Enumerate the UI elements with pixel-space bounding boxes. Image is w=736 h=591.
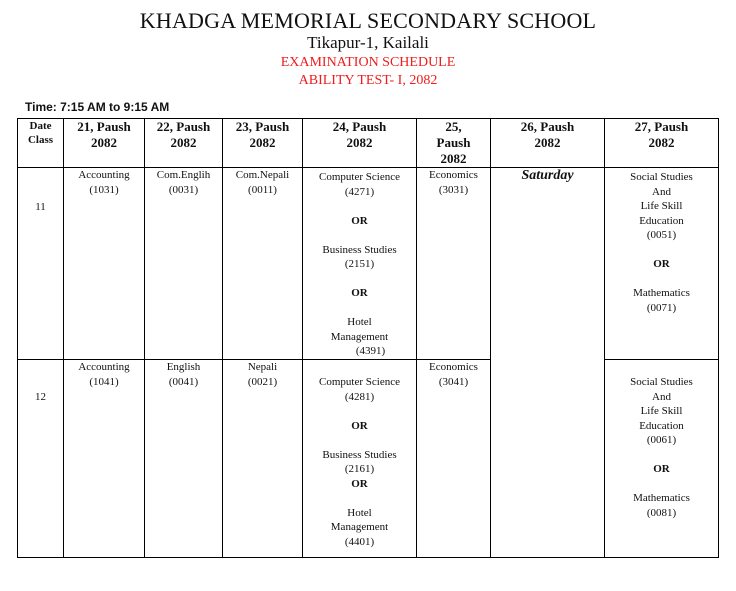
date-class-header <box>18 119 64 168</box>
date-header-day: 27, Paush <box>634 119 689 134</box>
subject-code: (2151) <box>344 258 375 270</box>
subject-code: (0051) <box>646 229 677 241</box>
exam-title: EXAMINATION SCHEDULE <box>280 55 456 70</box>
date-header-year: 2082 <box>249 135 276 150</box>
subject-code: (0071) <box>646 301 677 314</box>
subject-name: And <box>652 390 671 403</box>
subject-name: Com.Englih <box>156 169 211 181</box>
subject-code: (4391) <box>355 345 386 357</box>
subject-name: Economics <box>429 361 478 373</box>
or-separator: OR <box>351 419 368 432</box>
exam-cell-24 <box>303 360 417 558</box>
subject-name: Mathematics <box>633 492 690 504</box>
date-header-day: 23, Paush <box>235 119 290 134</box>
class-number: 11 <box>35 201 46 213</box>
exam-cell-27 <box>605 168 719 360</box>
subject-code: (0021) <box>247 375 278 388</box>
date-label: Date <box>29 120 52 132</box>
subject-name: Business Studies <box>322 243 397 256</box>
exam-cell-21 <box>64 360 145 558</box>
subject-name: Economics <box>429 169 478 181</box>
class-cell <box>18 360 64 558</box>
subject-name: Accounting <box>78 361 130 373</box>
date-header-21 <box>64 119 145 168</box>
or-separator: OR <box>351 477 368 490</box>
subject-code: (0031) <box>168 183 199 196</box>
subject-name: Com.Nepali <box>235 169 290 181</box>
subject-name: Business Studies <box>322 448 397 461</box>
exam-cell-22 <box>145 360 223 558</box>
date-header-day: 26, Paush <box>520 119 575 134</box>
test-title: ABILITY TEST- I, 2082 <box>298 73 438 88</box>
subject-name: Accounting <box>78 169 130 181</box>
exam-cell-21 <box>64 168 145 360</box>
header-row <box>18 119 719 168</box>
subject-name: Hotel <box>347 316 372 328</box>
subject-name: Life Skill <box>640 200 683 212</box>
date-header-year: 2082 <box>346 135 373 150</box>
subject-code: (0011) <box>248 183 277 196</box>
class-cell <box>18 168 64 360</box>
date-header-year: 2082 <box>91 135 117 150</box>
subject-name: Social Studies <box>630 376 693 388</box>
date-header-year: 2082 <box>648 135 675 150</box>
date-header-year: 2082 <box>534 135 561 150</box>
subject-code: (3041) <box>438 375 469 388</box>
or-separator: OR <box>653 463 670 475</box>
date-header-day: 22, Paush <box>156 119 211 134</box>
exam-cell-22 <box>145 168 223 360</box>
subject-code: (2161) <box>344 463 375 475</box>
date-header-25 <box>417 119 491 168</box>
date-header-22 <box>145 119 223 168</box>
school-location: Tikapur-1, Kailali <box>307 33 429 52</box>
subject-name: English <box>166 361 201 373</box>
class-number: 12 <box>35 391 46 403</box>
subject-name: Education <box>639 419 684 432</box>
date-header-24 <box>303 119 417 168</box>
subject-code: (3031) <box>438 183 469 196</box>
subject-name: Hotel <box>347 506 372 519</box>
date-header-23 <box>223 119 303 168</box>
subject-code: (1031) <box>89 183 119 196</box>
subject-name: Management <box>330 521 389 533</box>
subject-code: (4401) <box>344 535 375 548</box>
date-header-year: 2082 <box>170 135 197 150</box>
subject-name: Social Studies <box>630 171 693 183</box>
subject-code: (0081) <box>646 506 677 519</box>
subject-code: (0061) <box>646 434 677 446</box>
date-header-day: 21, Paush <box>77 119 131 134</box>
exam-cell-24 <box>303 168 417 360</box>
subject-code: (0041) <box>168 375 199 388</box>
subject-name: Education <box>639 214 684 227</box>
exam-cell-23 <box>223 168 303 360</box>
date-header-day: 25, <box>445 119 462 134</box>
or-separator: OR <box>351 287 368 299</box>
date-header-day: 24, Paush <box>332 119 387 134</box>
subject-name: Computer Science <box>319 376 400 388</box>
or-separator: OR <box>351 214 368 227</box>
subject-name: Mathematics <box>633 287 690 299</box>
subject-name: Life Skill <box>640 405 683 417</box>
subject-code: (4271) <box>344 185 375 198</box>
subject-name: Nepali <box>247 361 278 373</box>
subject-name: Computer Science <box>319 171 400 183</box>
subject-code: (4281) <box>344 390 375 403</box>
exam-cell-25 <box>417 168 491 360</box>
exam-cell-23 <box>223 360 303 558</box>
exam-cell-27 <box>605 360 719 558</box>
class-11-row <box>18 168 719 360</box>
date-header-27 <box>605 119 719 168</box>
class-label: Class <box>27 134 54 146</box>
school-name: KHADGA MEMORIAL SECONDARY SCHOOL <box>139 8 597 33</box>
date-header-26 <box>491 119 605 168</box>
subject-name: Management <box>330 330 389 343</box>
subject-name: And <box>652 185 671 198</box>
holiday-label: Saturday <box>521 168 574 183</box>
class-12-row <box>18 360 719 558</box>
exam-time: Time: 7:15 AM to 9:15 AM <box>25 100 170 114</box>
holiday-cell <box>491 168 605 558</box>
subject-code: (1041) <box>89 375 119 388</box>
exam-cell-25 <box>417 360 491 558</box>
date-header-month: Paush <box>436 135 471 150</box>
exam-schedule-table <box>17 118 719 558</box>
or-separator: OR <box>653 258 670 270</box>
date-header-year: 2082 <box>440 151 467 166</box>
